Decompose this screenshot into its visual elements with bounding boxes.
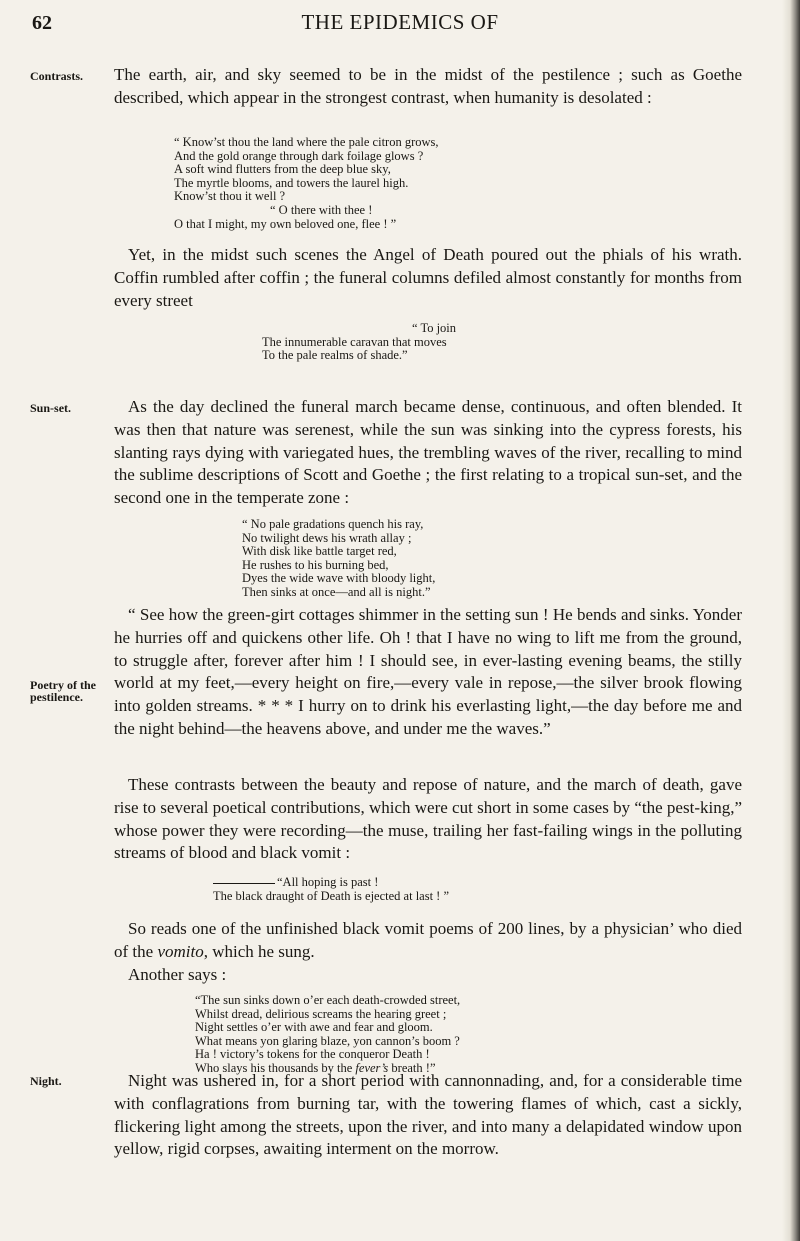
verse-dash-rule (213, 883, 275, 884)
verse-line-part: Who slays his thousands by the (195, 1060, 356, 1075)
page-number: 62 (32, 12, 52, 34)
paragraph-6-text (114, 918, 742, 964)
verse-line: Whilst dread, delirious screams the hearing greet ; (195, 1006, 447, 1021)
running-title: THE EPIDEMICS OF (301, 10, 499, 34)
verse-scott (242, 518, 435, 600)
verse-line-part: breath !” (388, 1060, 436, 1075)
verse-line: And the gold orange through dark foilage glows ? (174, 148, 424, 163)
margin-note-night: Night. (30, 1074, 62, 1088)
verse-line: Know’st thou it well ? (174, 189, 286, 204)
verse-line: With disk like battle target red, (242, 544, 397, 559)
verse-line-text: “All hoping is past ! (277, 875, 379, 889)
verse-line: “ To join (412, 321, 457, 335)
paragraph-1-text: The earth, air, and sky seemed to be in the midst of the pestilence ; such as Goethe described, which appear in the strongest contrast, when humanity is desolated : (114, 65, 742, 107)
verse-line: Then sinks at once—and all is night.” (242, 584, 431, 599)
verse-line: What means yon glaring blaze, yon cannon’s boom ? (195, 1033, 460, 1048)
verse-goethe (174, 136, 439, 231)
running-header (0, 8, 800, 38)
verse-line-italic: fever’s (355, 1060, 389, 1075)
verse-line: No twilight dews his wrath allay ; (242, 530, 412, 545)
verse-line: “ O there with thee ! (270, 202, 373, 217)
verse-line: “ Know’st thou the land where the pale citron grows, (174, 135, 439, 149)
margin-note-poetry-line2: pestilence. (30, 690, 83, 704)
margin-note-contrasts: Contrasts. (30, 69, 83, 83)
margin-note-sunset: Sun-set. (30, 401, 72, 415)
verse-caravan (262, 322, 456, 363)
verse-line: “ No pale gradations quench his ray, (242, 517, 424, 531)
paragraph-3-text: As the day declined the funeral march became dense, continuous, and often blended. It was then that nature was serenest, while the sun was sinking into the cypress forests, his slanting rays dying with variegated hues, the trembling waves of the river, recalling to mind the sublime descriptions of Scott and Goethe ; the first relating to a tropical sun-set, and the second one in the temperate zone : (114, 397, 742, 508)
verse-line: Dyes the wide wave with bloody light, (242, 571, 436, 586)
verse-line: The myrtle blooms, and towers the laurel high. (174, 175, 409, 190)
paragraph-4-text: “ See how the green-girt cottages shimmer in the setting sun ! He bends and sinks. Yonder he hurries off and quickens other life. Oh ! that I have no wing to lift me from the ground, to struggle after, forever after him ! I should see, in ever-lasting evening beams, the stilly world at my feet,—every height on fire,—every vale in repose,—the silver brook flowing into golden streams. * * * I hurry on to drink his everlasting light,—the day before me and the night behind—the heavens above, and under me the waves.” (114, 605, 742, 738)
verse-line: To the pale realms of shade.” (262, 348, 408, 363)
paragraph-2-text: Yet, in the midst such scenes the Angel of Death poured out the phials of his wrath. Coffin rumbled after coffin ; the funeral columns defiled almost constantly for months from every street (114, 245, 742, 310)
paragraph-3 (114, 396, 742, 510)
paragraph-6-part: , which he sung. (203, 941, 315, 961)
verse-line: O that I might, my own beloved one, flee ! ” (174, 216, 397, 231)
verse-line: The innumerable caravan that moves (262, 334, 447, 349)
paragraph-5-text: These contrasts between the beauty and repose of nature, and the march of death, gave rise to several poetical contributions, which were cut short in some cases by “the pest-king,” whose power they were recording—the muse, trailing her fast-failing wings in the polluting streams of blood and black vomit : (114, 775, 742, 863)
verse-line: The black draught of Death is ejected at last ! ” (213, 888, 450, 903)
paragraph-4 (114, 604, 742, 741)
margin-note-poetry (30, 679, 102, 703)
verse-black-draught (213, 876, 449, 903)
verse-line: A soft wind flutters from the deep blue sky, (174, 162, 391, 177)
page-edge (782, 0, 800, 1241)
paragraph-6 (114, 918, 742, 986)
paragraph-8-text: Night was ushered in, for a short period with cannonnading, and, for a considerable time with conflagrations from burning tar, with the towering flames of which, cast a sickly, flickering light among the streets, upon the river, and into many a delapidated window upon yellow, rigid corpses, awaiting interment on the morrow. (114, 1071, 742, 1159)
verse-death-street (195, 994, 460, 1076)
verse-line (213, 876, 449, 890)
paragraph-7-text: Another says : (128, 964, 227, 984)
paragraph-5 (114, 774, 742, 865)
paragraph-8 (114, 1070, 742, 1161)
verse-line: Ha ! victory’s tokens for the conqueror Death ! (195, 1047, 430, 1062)
verse-line: “The sun sinks down o’er each death-crowded street, (195, 993, 461, 1007)
paragraph-6-part: So reads one of the unfinished black vomit poems of 200 lines, by a physician’ who died of the (114, 919, 742, 961)
paragraph-2 (114, 244, 742, 312)
paragraph-6-italic: vomito (157, 941, 204, 961)
margin-note-poetry-line1: Poetry of the (30, 678, 96, 692)
paragraph-1 (114, 64, 742, 110)
verse-line: He rushes to his burning bed, (242, 557, 389, 572)
verse-line: Night settles o’er with awe and fear and gloom. (195, 1020, 433, 1035)
